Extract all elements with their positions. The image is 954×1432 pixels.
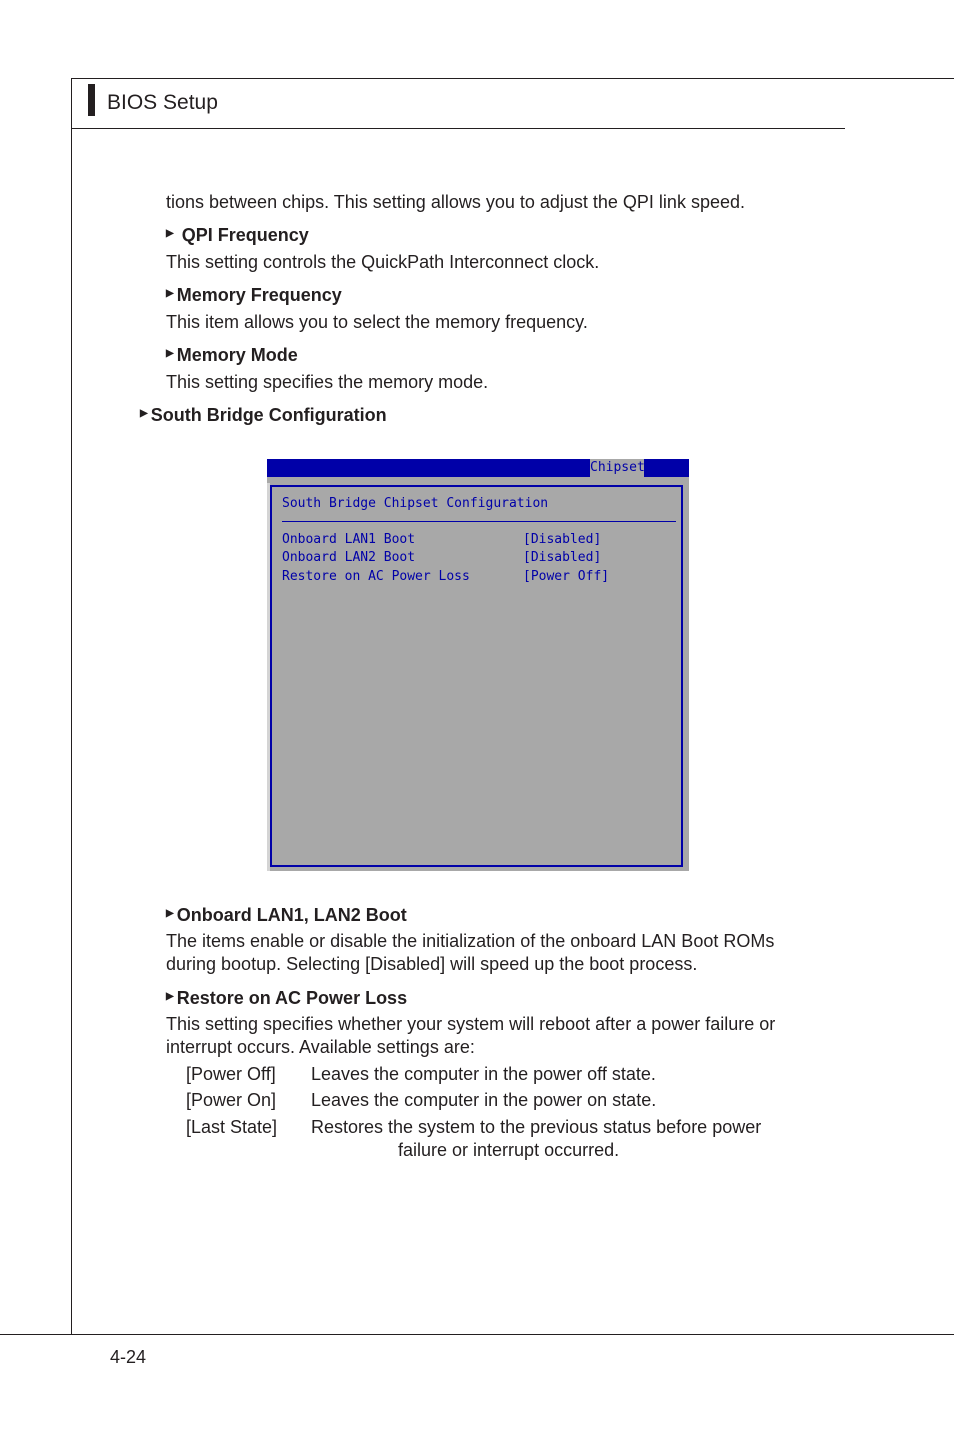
power-loss-text-line-2: interrupt occurs. Available settings are: [166, 1037, 475, 1057]
option-desc-last-state: Restores the system to the previous status before power [311, 1117, 762, 1137]
left-margin-rule [71, 78, 72, 1335]
bullet-arrow-icon: ▶ [166, 907, 174, 919]
memory-frequency-text: This item allows you to select the memory frequency. [166, 312, 588, 332]
heading-label: Memory Mode [176, 345, 298, 365]
option-key-last-state: [Last State] [186, 1117, 278, 1137]
bios-item-label-lan2[interactable]: Onboard LAN2 Boot [282, 550, 416, 565]
bullet-arrow-icon: ▶ [166, 227, 174, 239]
bullet-arrow-icon: ▶ [166, 990, 174, 1002]
header-bottom-rule [72, 128, 845, 129]
page-number: 4-24 [110, 1347, 147, 1367]
heading-label: Onboard LAN1, LAN2 Boot [176, 905, 407, 925]
lan-boot-text-line-2: during bootup. Selecting [Disabled] will speed up the boot process. [166, 954, 698, 974]
heading-label: Restore on AC Power Loss [176, 988, 408, 1008]
bullet-arrow-icon: ▶ [166, 347, 174, 359]
power-loss-heading [166, 987, 407, 1011]
heading-label: QPI Frequency [181, 225, 309, 245]
header-top-rule [71, 78, 954, 79]
bios-item-label-lan1[interactable]: Onboard LAN1 Boot [282, 532, 416, 547]
bullet-arrow-icon: ▶ [166, 287, 174, 299]
intro-text: tions between chips. This setting allows you to adjust the QPI link speed. [166, 192, 745, 212]
bullet-arrow-icon: ▶ [140, 407, 148, 419]
qpi-frequency-heading [166, 224, 309, 248]
heading-label: South Bridge Configuration [150, 405, 387, 425]
power-loss-text-line-1: This setting specifies whether your system will reboot after a power failure or [166, 1014, 776, 1034]
heading-label: Memory Frequency [176, 285, 342, 305]
option-desc-power-on: Leaves the computer in the power on state. [311, 1090, 657, 1110]
bios-screenshot [267, 459, 689, 871]
lan-boot-text-line-1: The items enable or disable the initialization of the onboard LAN Boot ROMs [166, 931, 775, 951]
qpi-frequency-text: This setting controls the QuickPath Interconnect clock. [166, 252, 600, 272]
memory-mode-heading [166, 344, 298, 368]
page-header-title: BIOS Setup [107, 91, 218, 114]
option-key-power-on: [Power On] [186, 1090, 277, 1110]
bios-item-value-lan1[interactable]: [Disabled] [523, 532, 602, 547]
bios-title-separator [282, 521, 676, 522]
bios-item-label-power-loss[interactable]: Restore on AC Power Loss [282, 569, 470, 584]
memory-frequency-heading [166, 284, 342, 308]
option-key-power-off: [Power Off] [186, 1064, 276, 1084]
option-desc-power-off: Leaves the computer in the power off state. [311, 1064, 656, 1084]
bios-item-value-lan2[interactable]: [Disabled] [523, 550, 602, 565]
option-desc-last-state-continued: failure or interrupt occurred. [398, 1140, 620, 1160]
lan-boot-heading [166, 904, 407, 928]
header-accent-bar [88, 84, 95, 116]
memory-mode-text: This setting specifies the memory mode. [166, 372, 489, 392]
south-bridge-heading [140, 404, 387, 428]
bios-tab-chipset[interactable]: Chipset [590, 460, 645, 475]
footer-rule [0, 1334, 954, 1335]
bios-item-value-power-loss[interactable]: [Power Off] [523, 569, 610, 584]
bios-section-title: South Bridge Chipset Configuration [282, 496, 549, 511]
